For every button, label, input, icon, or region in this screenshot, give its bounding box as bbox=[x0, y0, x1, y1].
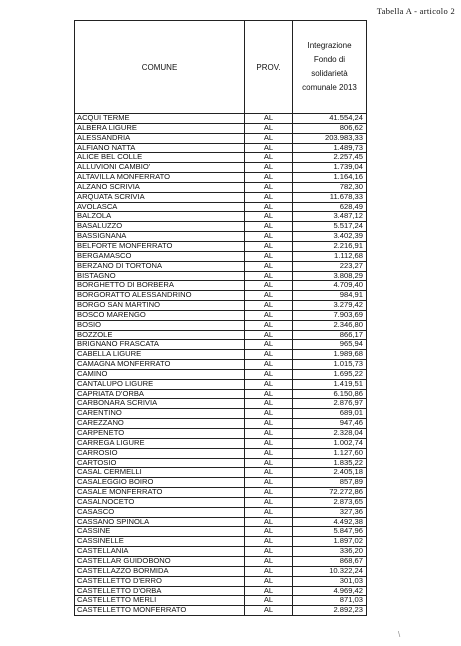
table-row bbox=[75, 448, 367, 458]
cell-comune: ALICE BEL COLLE bbox=[75, 153, 245, 163]
cell-value: 965,94 bbox=[293, 340, 367, 350]
cell-value: 871,03 bbox=[293, 596, 367, 606]
table-row bbox=[75, 527, 367, 537]
table-row bbox=[75, 261, 367, 271]
cell-comune: CAPRIATA D'ORBA bbox=[75, 389, 245, 399]
cell-comune: ALTAVILLA MONFERRATO bbox=[75, 173, 245, 183]
cell-prov: AL bbox=[245, 458, 293, 468]
cell-comune: ALLUVIONI CAMBIO' bbox=[75, 163, 245, 173]
cell-prov: AL bbox=[245, 202, 293, 212]
cell-prov: AL bbox=[245, 133, 293, 143]
cell-comune: ALBERA LIGURE bbox=[75, 123, 245, 133]
cell-prov: AL bbox=[245, 429, 293, 439]
cell-value: 203.983,33 bbox=[293, 133, 367, 143]
cell-value: 5.517,24 bbox=[293, 222, 367, 232]
cell-comune: CARENTINO bbox=[75, 409, 245, 419]
table-row bbox=[75, 153, 367, 163]
table-row bbox=[75, 281, 367, 291]
cell-prov: AL bbox=[245, 222, 293, 232]
cell-value: 72.272,86 bbox=[293, 488, 367, 498]
cell-value: 2.257,45 bbox=[293, 153, 367, 163]
table-row bbox=[75, 507, 367, 517]
cell-value: 782,30 bbox=[293, 182, 367, 192]
cell-value: 5.847,96 bbox=[293, 527, 367, 537]
cell-prov: AL bbox=[245, 310, 293, 320]
cell-value: 1.489,73 bbox=[293, 143, 367, 153]
cell-comune: BRIGNANO FRASCATA bbox=[75, 340, 245, 350]
cell-comune: BASSIGNANA bbox=[75, 232, 245, 242]
cell-comune: BOSIO bbox=[75, 320, 245, 330]
table-row bbox=[75, 419, 367, 429]
cell-value: 7.903,69 bbox=[293, 310, 367, 320]
cell-value: 3.487,12 bbox=[293, 212, 367, 222]
cell-prov: AL bbox=[245, 419, 293, 429]
cell-value: 3.808,29 bbox=[293, 271, 367, 281]
cell-value: 2.876,97 bbox=[293, 399, 367, 409]
cell-prov: AL bbox=[245, 232, 293, 242]
cell-comune: CAMAGNA MONFERRATO bbox=[75, 360, 245, 370]
cell-value: 1.127,60 bbox=[293, 448, 367, 458]
cell-value: 2.405,18 bbox=[293, 468, 367, 478]
table-row bbox=[75, 350, 367, 360]
cell-prov: AL bbox=[245, 291, 293, 301]
cell-prov: AL bbox=[245, 301, 293, 311]
table-row bbox=[75, 379, 367, 389]
cell-prov: AL bbox=[245, 527, 293, 537]
cell-comune: CABELLA LIGURE bbox=[75, 350, 245, 360]
cell-comune: CASASCO bbox=[75, 507, 245, 517]
table-row bbox=[75, 488, 367, 498]
cell-prov: AL bbox=[245, 596, 293, 606]
table-row bbox=[75, 468, 367, 478]
cell-comune: BOZZOLE bbox=[75, 330, 245, 340]
cell-comune: BALZOLA bbox=[75, 212, 245, 222]
cell-prov: AL bbox=[245, 497, 293, 507]
cell-comune: ARQUATA SCRIVIA bbox=[75, 192, 245, 202]
cell-comune: ALFIANO NATTA bbox=[75, 143, 245, 153]
table-row bbox=[75, 399, 367, 409]
header-fund-line: Fondo di bbox=[313, 55, 346, 64]
cell-comune: CASAL CERMELLI bbox=[75, 468, 245, 478]
cell-prov: AL bbox=[245, 330, 293, 340]
cell-prov: AL bbox=[245, 281, 293, 291]
table-row bbox=[75, 192, 367, 202]
cell-comune: CASALE MONFERRATO bbox=[75, 488, 245, 498]
table-row bbox=[75, 497, 367, 507]
cell-prov: AL bbox=[245, 606, 293, 616]
table-row bbox=[75, 566, 367, 576]
table-row bbox=[75, 133, 367, 143]
table-row bbox=[75, 576, 367, 586]
table-row bbox=[75, 330, 367, 340]
cell-comune: CASALNOCETO bbox=[75, 497, 245, 507]
cell-comune: ACQUI TERME bbox=[75, 114, 245, 124]
cell-value: 327,36 bbox=[293, 507, 367, 517]
cell-value: 806,62 bbox=[293, 123, 367, 133]
cell-comune: BISTAGNO bbox=[75, 271, 245, 281]
cell-value: 223,27 bbox=[293, 261, 367, 271]
table-row bbox=[75, 291, 367, 301]
cell-value: 1.989,68 bbox=[293, 350, 367, 360]
funding-table bbox=[74, 20, 367, 616]
cell-value: 947,46 bbox=[293, 419, 367, 429]
cell-comune: CASSANO SPINOLA bbox=[75, 517, 245, 527]
cell-prov: AL bbox=[245, 173, 293, 183]
cell-comune: CANTALUPO LIGURE bbox=[75, 379, 245, 389]
cell-comune: BORGORATTO ALESSANDRINO bbox=[75, 291, 245, 301]
table-row bbox=[75, 606, 367, 616]
cell-value: 868,67 bbox=[293, 556, 367, 566]
cell-value: 41.554,24 bbox=[293, 114, 367, 124]
cell-comune: CASSINE bbox=[75, 527, 245, 537]
table-row bbox=[75, 537, 367, 547]
table-body bbox=[75, 114, 367, 616]
cell-prov: AL bbox=[245, 478, 293, 488]
cell-comune: BORGHETTO DI BORBERA bbox=[75, 281, 245, 291]
cell-comune: CASTELLETTO MERLI bbox=[75, 596, 245, 606]
cell-value: 301,03 bbox=[293, 576, 367, 586]
cell-comune: CARTOSIO bbox=[75, 458, 245, 468]
cell-comune: BERZANO DI TORTONA bbox=[75, 261, 245, 271]
cell-value: 1.835,22 bbox=[293, 458, 367, 468]
cell-prov: AL bbox=[245, 192, 293, 202]
table-row bbox=[75, 586, 367, 596]
cell-value: 4.969,42 bbox=[293, 586, 367, 596]
table-row bbox=[75, 143, 367, 153]
cell-comune: ALZANO SCRIVIA bbox=[75, 182, 245, 192]
table-row bbox=[75, 389, 367, 399]
cell-comune: BORGO SAN MARTINO bbox=[75, 301, 245, 311]
cell-prov: AL bbox=[245, 320, 293, 330]
cell-prov: AL bbox=[245, 271, 293, 281]
cell-prov: AL bbox=[245, 360, 293, 370]
table-row bbox=[75, 232, 367, 242]
page-label: Tabella A - articolo 2 bbox=[376, 6, 455, 16]
cell-comune: CAREZZANO bbox=[75, 419, 245, 429]
cell-comune: CARPENETO bbox=[75, 429, 245, 439]
cell-value: 11.678,33 bbox=[293, 192, 367, 202]
cell-value: 628,49 bbox=[293, 202, 367, 212]
header-fund-line: comunale 2013 bbox=[302, 83, 357, 92]
cell-prov: AL bbox=[245, 399, 293, 409]
table-row bbox=[75, 409, 367, 419]
cell-value: 1.164,16 bbox=[293, 173, 367, 183]
cell-value: 866,17 bbox=[293, 330, 367, 340]
cell-comune: BOSCO MARENGO bbox=[75, 310, 245, 320]
cell-value: 1.419,51 bbox=[293, 379, 367, 389]
cell-prov: AL bbox=[245, 586, 293, 596]
cell-value: 6.150,86 bbox=[293, 389, 367, 399]
table-row bbox=[75, 173, 367, 183]
cell-value: 1.002,74 bbox=[293, 438, 367, 448]
cell-value: 1.015,73 bbox=[293, 360, 367, 370]
cell-value: 857,89 bbox=[293, 478, 367, 488]
cell-prov: AL bbox=[245, 488, 293, 498]
cell-comune: BERGAMASCO bbox=[75, 251, 245, 261]
cell-value: 1.739,04 bbox=[293, 163, 367, 173]
table-row bbox=[75, 212, 367, 222]
cell-comune: CASALEGGIO BOIRO bbox=[75, 478, 245, 488]
cell-value: 3.402,39 bbox=[293, 232, 367, 242]
table-row bbox=[75, 163, 367, 173]
cell-prov: AL bbox=[245, 507, 293, 517]
header-fund-line: solidarietà bbox=[311, 69, 348, 78]
table-row bbox=[75, 114, 367, 124]
cell-prov: AL bbox=[245, 182, 293, 192]
cell-comune: CARREGA LIGURE bbox=[75, 438, 245, 448]
header-fund-value bbox=[293, 21, 367, 114]
cell-comune: CASTELLANIA bbox=[75, 547, 245, 557]
cell-prov: AL bbox=[245, 153, 293, 163]
cell-comune: CARBONARA SCRIVIA bbox=[75, 399, 245, 409]
cell-comune: CAMINO bbox=[75, 369, 245, 379]
cell-prov: AL bbox=[245, 547, 293, 557]
cell-comune: CASSINELLE bbox=[75, 537, 245, 547]
cell-prov: AL bbox=[245, 340, 293, 350]
table-row bbox=[75, 458, 367, 468]
header-comune: COMUNE bbox=[75, 21, 245, 114]
cell-prov: AL bbox=[245, 350, 293, 360]
cell-prov: AL bbox=[245, 114, 293, 124]
cell-value: 336,20 bbox=[293, 547, 367, 557]
table-row bbox=[75, 596, 367, 606]
table-row bbox=[75, 360, 367, 370]
cell-value: 2.892,23 bbox=[293, 606, 367, 616]
cell-prov: AL bbox=[245, 566, 293, 576]
cell-prov: AL bbox=[245, 369, 293, 379]
cell-prov: AL bbox=[245, 438, 293, 448]
cell-prov: AL bbox=[245, 251, 293, 261]
cell-prov: AL bbox=[245, 556, 293, 566]
cell-value: 984,91 bbox=[293, 291, 367, 301]
table-row bbox=[75, 369, 367, 379]
table-row bbox=[75, 438, 367, 448]
cell-value: 4.492,38 bbox=[293, 517, 367, 527]
cell-prov: AL bbox=[245, 537, 293, 547]
cell-comune: CASTELLAZZO BORMIDA bbox=[75, 566, 245, 576]
cell-comune: ALESSANDRIA bbox=[75, 133, 245, 143]
cell-value: 2.328,04 bbox=[293, 429, 367, 439]
cell-prov: AL bbox=[245, 241, 293, 251]
cell-value: 2.346,80 bbox=[293, 320, 367, 330]
table-row bbox=[75, 222, 367, 232]
table-row bbox=[75, 241, 367, 251]
table-row bbox=[75, 429, 367, 439]
cell-prov: AL bbox=[245, 409, 293, 419]
cell-value: 1.112,68 bbox=[293, 251, 367, 261]
funding-table-container bbox=[74, 20, 366, 616]
cell-prov: AL bbox=[245, 379, 293, 389]
table-row bbox=[75, 251, 367, 261]
cell-value: 4.709,40 bbox=[293, 281, 367, 291]
header-prov: PROV. bbox=[245, 21, 293, 114]
table-row bbox=[75, 202, 367, 212]
cell-comune: CARROSIO bbox=[75, 448, 245, 458]
cell-comune: CASTELLETTO D'ERRO bbox=[75, 576, 245, 586]
cell-value: 2.216,91 bbox=[293, 241, 367, 251]
cell-value: 2.873,65 bbox=[293, 497, 367, 507]
table-row bbox=[75, 182, 367, 192]
scan-mark: \ bbox=[398, 630, 401, 639]
cell-prov: AL bbox=[245, 448, 293, 458]
table-row bbox=[75, 340, 367, 350]
table-row bbox=[75, 478, 367, 488]
table-row bbox=[75, 271, 367, 281]
cell-prov: AL bbox=[245, 389, 293, 399]
cell-prov: AL bbox=[245, 576, 293, 586]
cell-prov: AL bbox=[245, 163, 293, 173]
header-fund-line: Integrazione bbox=[307, 41, 352, 50]
cell-comune: AVOLASCA bbox=[75, 202, 245, 212]
cell-prov: AL bbox=[245, 261, 293, 271]
cell-comune: CASTELLAR GUIDOBONO bbox=[75, 556, 245, 566]
table-row bbox=[75, 556, 367, 566]
cell-comune: BASALUZZO bbox=[75, 222, 245, 232]
cell-prov: AL bbox=[245, 123, 293, 133]
cell-prov: AL bbox=[245, 468, 293, 478]
table-header-row bbox=[75, 21, 367, 114]
cell-comune: BELFORTE MONFERRATO bbox=[75, 241, 245, 251]
cell-value: 689,01 bbox=[293, 409, 367, 419]
table-row bbox=[75, 301, 367, 311]
table-row bbox=[75, 517, 367, 527]
cell-prov: AL bbox=[245, 143, 293, 153]
table-row bbox=[75, 310, 367, 320]
cell-value: 3.279,42 bbox=[293, 301, 367, 311]
cell-prov: AL bbox=[245, 212, 293, 222]
cell-comune: CASTELLETTO D'ORBA bbox=[75, 586, 245, 596]
cell-prov: AL bbox=[245, 517, 293, 527]
cell-value: 1.897,02 bbox=[293, 537, 367, 547]
cell-value: 1.695,22 bbox=[293, 369, 367, 379]
cell-value: 10.322,24 bbox=[293, 566, 367, 576]
table-row bbox=[75, 123, 367, 133]
table-row bbox=[75, 547, 367, 557]
cell-comune: CASTELLETTO MONFERRATO bbox=[75, 606, 245, 616]
table-row bbox=[75, 320, 367, 330]
